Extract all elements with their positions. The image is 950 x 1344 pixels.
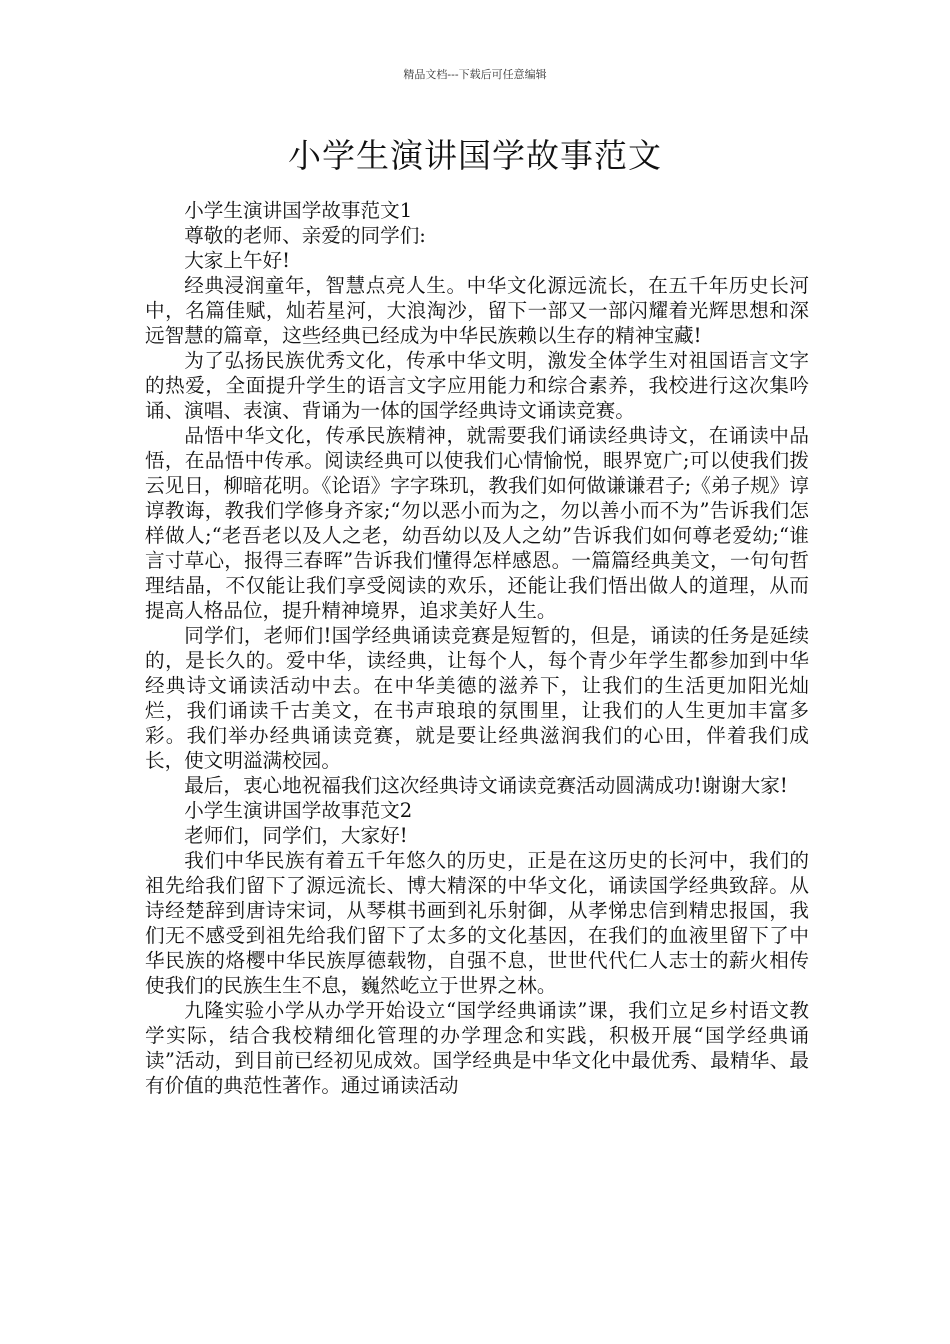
paragraph: 最后，衷心地祝福我们这次经典诗文诵读竞赛活动圆满成功!谢谢大家! bbox=[184, 774, 788, 797]
paragraph: 为了弘扬民族优秀文化，传承中华文明，激发全体学生对祖国语言文字的热爱，全面提升学生的语言文字应用能力和综合素养，我校进行这次集吟诵、演唱、表演、背诵为一体的国学经典诗文诵读竞赛。 bbox=[145, 349, 809, 422]
page-header: 精品文档---下载后可任意编辑 bbox=[403, 68, 547, 81]
paragraph: 小学生演讲国学故事范文2 bbox=[184, 799, 413, 822]
paragraph: 同学们，老师们!国学经典诵读竞赛是短暂的，但是，诵读的任务是延续的，是长久的。爱中华，读经典，让每个人，每个青少年学生都参加到中华经典诗文诵读活动中去。在中华美德的滋养下，让我们的生活更加阳光灿烂，我们诵读千古美文，在书声琅琅的氛围里，让我们的人生更加丰富多彩。我们举办经典诵读竞赛，就是要让经典滋润我们的心田，伴着我们成长，使文明溢满校园。 bbox=[145, 624, 809, 772]
paragraph: 大家上午好! bbox=[184, 249, 291, 272]
paragraph: 品悟中华文化，传承民族精神，就需要我们诵读经典诗文，在诵读中品悟，在品悟中传承。阅读经典可以使我们心情愉悦，眼界宽广;可以使我们拨云见日，柳暗花明。《论语》字字珠玑，教我们如何做谦谦君子;《弟子规》谆谆教诲，教我们学修身齐家;“勿以恶小而为之，勿以善小而不为”告诉我们怎样做人;“老吾老以及人之老，幼吾幼以及人之幼”告诉我们如何尊老爱幼;“谁言寸草心，报得三春晖”告诉我们懂得怎样感恩。一篇篇经典美文，一句句哲理结晶，不仅能让我们享受阅读的欢乐，还能让我们悟出做人的道理，从而提高人格品位，提升精神境界，追求美好人生。 bbox=[145, 424, 809, 622]
paragraph: 经典浸润童年，智慧点亮人生。中华文化源远流长，在五千年历史长河中，名篇佳赋，灿若星河，大浪淘沙，留下一部又一部闪耀着光辉思想和深远智慧的篇章，这些经典已经成为中华民族赖以生存的精神宝藏! bbox=[145, 274, 809, 347]
paragraph: 我们中华民族有着五千年悠久的历史，正是在这历史的长河中，我们的祖先给我们留下了源远流长、博大精深的中华文化，诵读国学经典致辞。从诗经楚辞到唐诗宋词，从琴棋书画到礼乐射御，从孝悌忠信到精忠报国，我们无不感受到祖先给我们留下了太多的文化基因，在我们的血液里留下了中华民族的烙樱中华民族厚德载物，自强不息，世世代代仁人志士的薪火相传使我们的民族生生不息，巍然屹立于世界之林。 bbox=[145, 849, 809, 997]
paragraph: 尊敬的老师、亲爱的同学们: bbox=[184, 224, 426, 247]
paragraph: 九隆实验小学从办学开始设立“国学经典诵读”课，我们立足乡村语文教学实际，结合我校精细化管理的办学理念和实践，积极开展“国学经典诵读”活动，到目前已经初见成效。国学经典是中华文化中最优秀、最精华、最有价值的典范性著作。通过诵读活动 bbox=[145, 999, 809, 1097]
paragraph: 老师们，同学们，大家好! bbox=[184, 824, 408, 847]
document-body bbox=[145, 198, 809, 1098]
page-title: 小学生演讲国学故事范文 bbox=[288, 136, 662, 175]
paragraph: 小学生演讲国学故事范文1 bbox=[184, 199, 413, 222]
